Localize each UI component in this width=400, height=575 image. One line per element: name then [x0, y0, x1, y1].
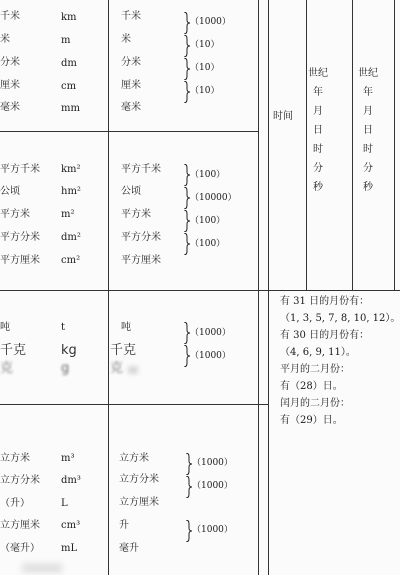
brace-icon — [183, 81, 190, 103]
area-symbol: dm² — [61, 232, 81, 243]
length-unit: 米 — [121, 34, 131, 45]
months-line: 有 30 日的月份有： — [280, 330, 370, 341]
brace-icon — [185, 520, 192, 542]
volume-name: 立方米 — [0, 453, 30, 464]
area-unit: 平方厘米 — [121, 255, 161, 266]
length-unit: 分米 — [121, 57, 141, 68]
row-divider-3 — [0, 404, 268, 405]
volume-name: （毫升） — [0, 543, 40, 554]
volume-rate: （1000） — [192, 458, 233, 468]
time-unit: 年 — [313, 87, 323, 98]
col-divider-2 — [258, 0, 259, 575]
length-rate: （10） — [190, 63, 220, 73]
time-unit: 月 — [313, 106, 323, 117]
time-unit: 分 — [363, 163, 373, 174]
area-unit: 平方分米 — [121, 232, 161, 243]
area-name: 平方分米 — [0, 232, 40, 243]
time-units-col-2 — [358, 64, 378, 197]
brace-icon — [183, 35, 190, 57]
length-symbol: cm — [61, 81, 77, 92]
length-symbol: dm — [61, 58, 77, 69]
volume-name: 立方厘米 — [0, 520, 40, 531]
mass-name: 千克 — [0, 343, 27, 358]
length-rate: （10） — [190, 40, 220, 50]
brace-icon — [183, 164, 190, 186]
volume-symbol: dm³ — [61, 475, 81, 486]
length-unit: 千米 — [121, 11, 141, 22]
volume-symbol: mL — [61, 543, 78, 554]
brace-icon — [183, 322, 190, 344]
months-line: 有 31 日的月份有： — [280, 296, 370, 307]
mass-unit: 克 — [110, 361, 124, 376]
brace-icon — [185, 453, 192, 475]
length-name: 千米 — [0, 11, 20, 22]
months-line: 有（28）日。 — [280, 381, 343, 392]
volume-unit: 毫升 — [119, 543, 139, 554]
volume-rate: （1000） — [192, 481, 233, 491]
mass-symbol: kg — [61, 343, 77, 358]
time-divider-2 — [352, 0, 353, 290]
time-unit: 秒 — [363, 182, 373, 193]
time-divider-3 — [394, 0, 395, 290]
col-divider-1 — [108, 0, 109, 575]
length-unit: 毫米 — [121, 102, 141, 113]
volume-unit: 立方厘米 — [119, 497, 159, 508]
length-name: 分米 — [0, 57, 20, 68]
mass-unit: 千克 — [110, 343, 137, 358]
area-unit: 平方千米 — [121, 164, 161, 175]
brace-icon — [183, 12, 190, 34]
brace-icon — [183, 58, 190, 80]
time-unit: 日 — [363, 125, 373, 136]
volume-unit: 立方分米 — [119, 474, 159, 485]
mass-unit: 吨 — [121, 322, 131, 333]
area-name: 平方千米 — [0, 164, 40, 175]
blur-mark — [128, 366, 138, 374]
mass-name: 吨 — [0, 322, 10, 333]
area-name: 公顷 — [0, 186, 20, 197]
row-divider-1 — [0, 131, 258, 132]
length-name: 米 — [0, 34, 10, 45]
length-unit: 厘米 — [121, 80, 141, 91]
volume-name: 立方分米 — [0, 475, 40, 486]
mass-name: 克 — [0, 361, 14, 376]
volume-unit: 立方米 — [119, 453, 149, 464]
months-line: 闰月的二月份： — [280, 398, 350, 409]
months-line: 有（29）日。 — [280, 415, 343, 426]
volume-symbol: m³ — [61, 453, 75, 464]
length-symbol: km — [61, 12, 77, 23]
time-unit: 时 — [363, 144, 373, 155]
time-unit: 世纪 — [308, 68, 328, 79]
blur-mark — [22, 563, 62, 573]
time-unit: 月 — [363, 106, 373, 117]
area-name: 平方厘米 — [0, 255, 40, 266]
area-symbol: cm² — [61, 255, 81, 266]
time-unit: 日 — [313, 125, 323, 136]
mass-rate: （1000） — [190, 328, 231, 338]
brace-icon — [183, 187, 190, 209]
brace-icon — [183, 233, 190, 255]
brace-icon — [183, 210, 190, 232]
length-rate: （10） — [190, 86, 220, 96]
row-divider-2 — [0, 290, 400, 291]
area-unit: 平方米 — [121, 209, 151, 220]
area-rate: （100） — [190, 239, 226, 249]
brace-icon — [183, 345, 190, 367]
brace-icon — [185, 476, 192, 498]
length-symbol: m — [61, 35, 71, 46]
length-rate: （1000） — [190, 17, 231, 27]
area-unit: 公顷 — [121, 186, 141, 197]
time-units-col-1 — [308, 64, 328, 197]
months-line: （1, 3, 5, 7, 8, 10, 12）。 — [280, 313, 400, 324]
area-name: 平方米 — [0, 209, 30, 220]
time-unit: 时 — [313, 144, 323, 155]
volume-name: （升） — [0, 498, 30, 509]
time-unit: 秒 — [313, 182, 323, 193]
area-rate: （100） — [190, 216, 226, 226]
area-symbol: m² — [61, 209, 75, 220]
volume-unit: 升 — [119, 520, 129, 531]
time-unit: 世纪 — [358, 68, 378, 79]
area-rate: （100） — [190, 170, 226, 180]
area-symbol: hm² — [61, 186, 81, 197]
time-unit: 年 — [363, 87, 373, 98]
time-label: 时间 — [273, 111, 293, 122]
mass-rate: （1000） — [190, 351, 231, 361]
time-unit: 分 — [313, 163, 323, 174]
mass-symbol: g — [61, 361, 70, 376]
length-name: 厘米 — [0, 80, 20, 91]
months-line: 平月的二月份： — [280, 364, 350, 375]
time-divider-1 — [306, 0, 307, 290]
col-divider-3 — [268, 0, 269, 575]
months-line: （4, 6, 9, 11）。 — [280, 347, 356, 358]
area-rate: （10000） — [190, 193, 237, 203]
area-symbol: km² — [61, 164, 81, 175]
length-symbol: mm — [61, 103, 80, 114]
length-name: 毫米 — [0, 102, 20, 113]
volume-symbol: cm³ — [61, 520, 81, 531]
mass-symbol: t — [61, 322, 66, 333]
volume-symbol: L — [61, 498, 68, 509]
volume-rate: （1000） — [192, 525, 233, 535]
